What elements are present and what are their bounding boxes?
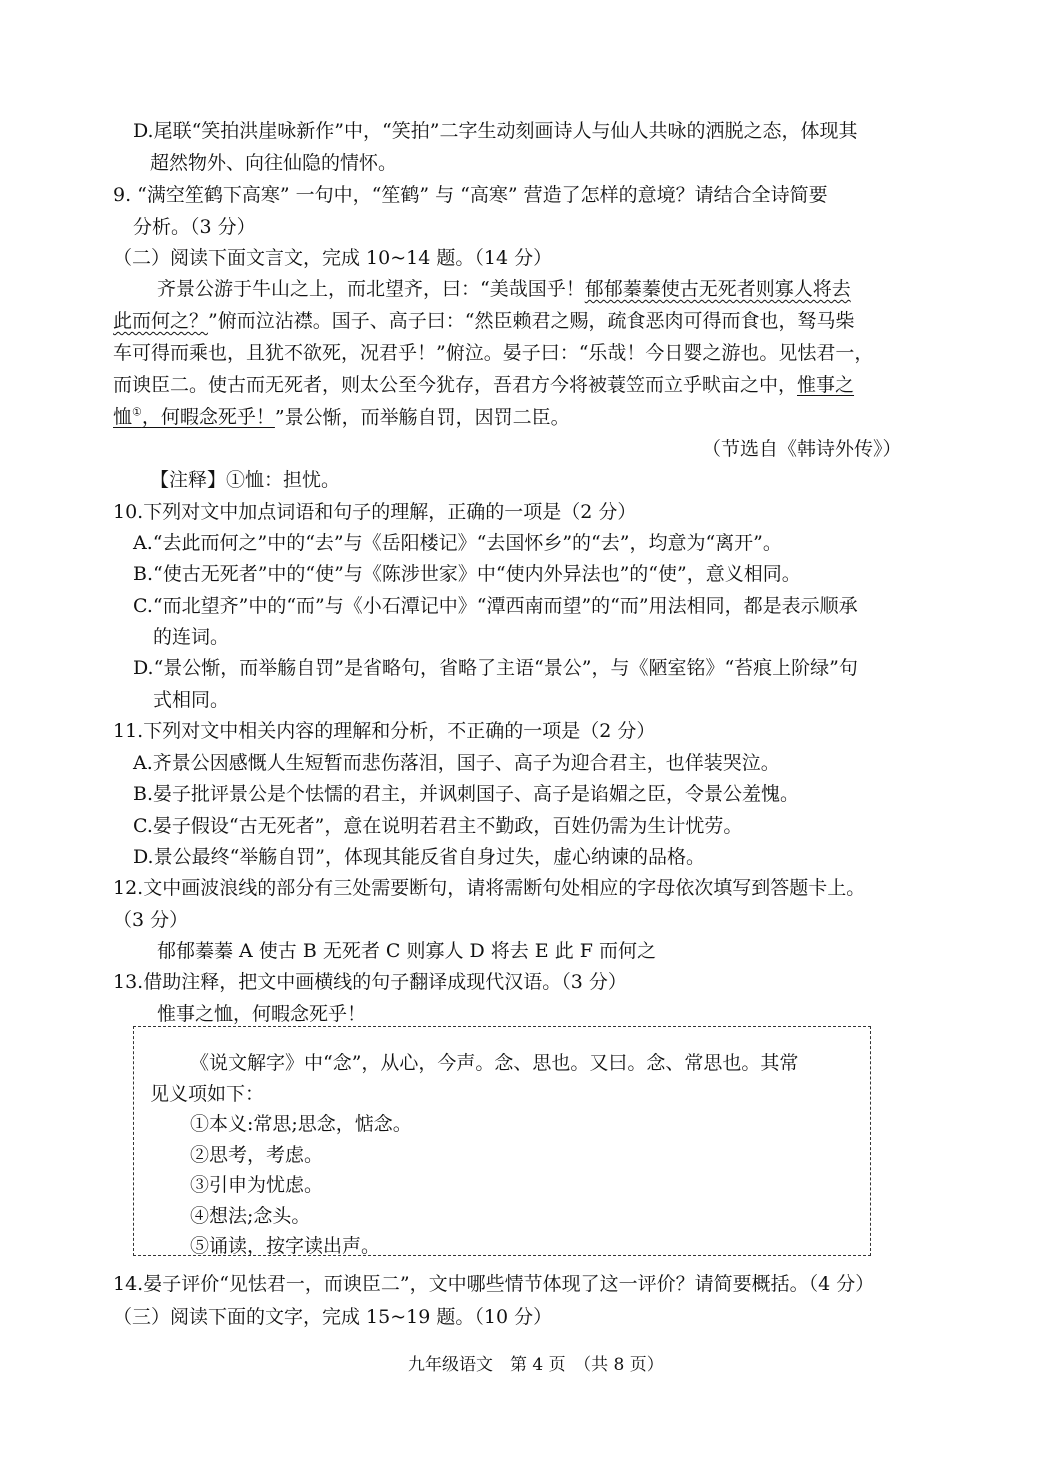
q12-segmented-text: 郁郁蓁蓁 A 使古 B 无死者 C 则寡人 D 将去 E 此 F 而何之	[157, 940, 656, 962]
q12-stem: 12.文中画波浪线的部分有三处需要断句，请将需断句处相应的字母依次填写到答题卡上。	[113, 877, 866, 899]
passage-line1	[157, 278, 851, 301]
passage-text: 齐景公游于牛山之上，而北望齐，曰：“美哉国乎！	[157, 278, 585, 300]
q10-option-c-line2: 的连词。	[153, 626, 230, 648]
q11-stem: 11.下列对文中相关内容的理解和分析，不正确的一项是（2 分）	[113, 720, 656, 742]
q14-stem: 14.晏子评价“见怯君一，而谀臣二”，文中哪些情节体现了这一评价？请简要概括。（4 分）	[113, 1273, 875, 1295]
box-item: ③引申为忧虑。	[190, 1174, 324, 1196]
passage-underlined-text	[113, 406, 275, 428]
q9-stem-line2: 分析。（3 分）	[133, 216, 256, 238]
box-item: ①本义:常思;思念，惦念。	[190, 1113, 412, 1135]
passage-text: 而谀臣二。使古而无死者，则太公至今犹存，吾君方今将被蓑笠而立乎畎亩之中，	[113, 374, 798, 396]
box-intro-line2: 见义项如下：	[150, 1083, 265, 1105]
box-item: ②思考，考虑。	[190, 1144, 324, 1166]
passage-source: （节选自《韩诗外传》）	[702, 438, 902, 460]
underlined-clause: ，何暇念死乎！	[141, 406, 275, 429]
box-intro-line1: 《说文解字》中“念”，从心，今声。念、思也。又曰。念、常思也。其常	[190, 1052, 799, 1074]
q12-score: （3 分）	[113, 909, 189, 931]
q9-stem-line1: 9. “满空笙鹤下高寒” 一句中，“笙鹤” 与 “高寒” 营造了怎样的意境？请结合全诗简要	[113, 184, 828, 206]
passage-text: ”俯而泣沾襟。国子、高子曰：“然臣赖君之赐，疏食恶肉可得而食也，驽马柴	[208, 310, 855, 332]
passage-line2	[113, 310, 854, 333]
passage-wavy-text: 此而何之？	[113, 310, 209, 332]
q10-option-d-line2: 式相同。	[153, 689, 230, 711]
passage-wavy-text: 郁郁蓁蓁使古无死者则寡人将去	[584, 278, 851, 300]
passage-line5	[113, 406, 570, 429]
q10-stem: 10.下列对文中加点词语和句子的理解，正确的一项是（2 分）	[113, 501, 637, 523]
q10-option-c-line1: C.“而北望齐”中的“而”与《小石潭记中》“潭西南而望”的“而”用法相同，都是表示顺承	[133, 595, 858, 617]
q11-option-d: D.景公最终“举觞自罚”，体现其能反省自身过失，虚心纳谏的品格。	[133, 846, 706, 868]
q10-option-d-line1: D.“景公惭，而举觞自罚”是省略句，省略了主语“景公”，与《陋室铭》“苔痕上阶绿”句	[133, 657, 858, 679]
q8-option-d-line1: D.尾联“笑拍洪崖咏新作”中，“笑拍”二字生动刻画诗人与仙人共咏的洒脱之态，体现其	[133, 120, 858, 142]
box-item: ④想法;念头。	[190, 1205, 311, 1227]
underlined-char: 恤	[113, 406, 133, 429]
q8-option-d-line2: 超然物外、向往仙隐的情怀。	[150, 152, 398, 174]
q11-option-a: A.齐景公因感慨人生短暂而悲伤落泪，国子、高子为迎合君主，也佯装哭泣。	[133, 752, 780, 774]
section2-title: （二）阅读下面文言文，完成 10~14 题。（14 分）	[113, 247, 553, 269]
q13-stem: 13.借助注释，把文中画横线的句子翻译成现代汉语。（3 分）	[113, 971, 627, 993]
passage-line4	[113, 374, 854, 397]
q11-option-c: C.晏子假设“古无死者”，意在说明若君主不勤政，百姓仍需为生计忧劳。	[133, 815, 743, 837]
q13-sentence: 惟事之恤，何暇念死乎！	[157, 1003, 367, 1025]
passage-line3: 车可得而乘也，且犹不欲死，况君乎！”俯泣。晏子曰：“乐哉！今日婴之游也。见怯君一，	[113, 342, 874, 364]
q10-option-b: B.“使古无死者”中的“使”与《陈涉世家》中“使内外异法也”的“使”，意义相同。	[133, 563, 801, 585]
passage-underlined-text: 惟事之	[797, 374, 855, 396]
footnote-marker: ①	[132, 406, 142, 419]
annotation-note: 【注释】①恤：担忧。	[150, 469, 341, 491]
section3-title: （三）阅读下面的文字，完成 15~19 题。（10 分）	[113, 1306, 553, 1328]
page-footer: 九年级语文 第 4 页 （共 8 页）	[408, 1355, 664, 1375]
q11-option-b: B.晏子批评景公是个怯懦的君主，并讽刺国子、高子是谄媚之臣，令景公羞愧。	[133, 783, 800, 805]
box-item: ⑤诵读，按字读出声。	[190, 1235, 381, 1257]
q10-option-a: A.“去此而何之”中的“去”与《岳阳楼记》“去国怀乡”的“去”，均意为“离开”。	[133, 532, 782, 554]
passage-text: ”景公惭，而举觞自罚，因罚二臣。	[274, 406, 570, 429]
